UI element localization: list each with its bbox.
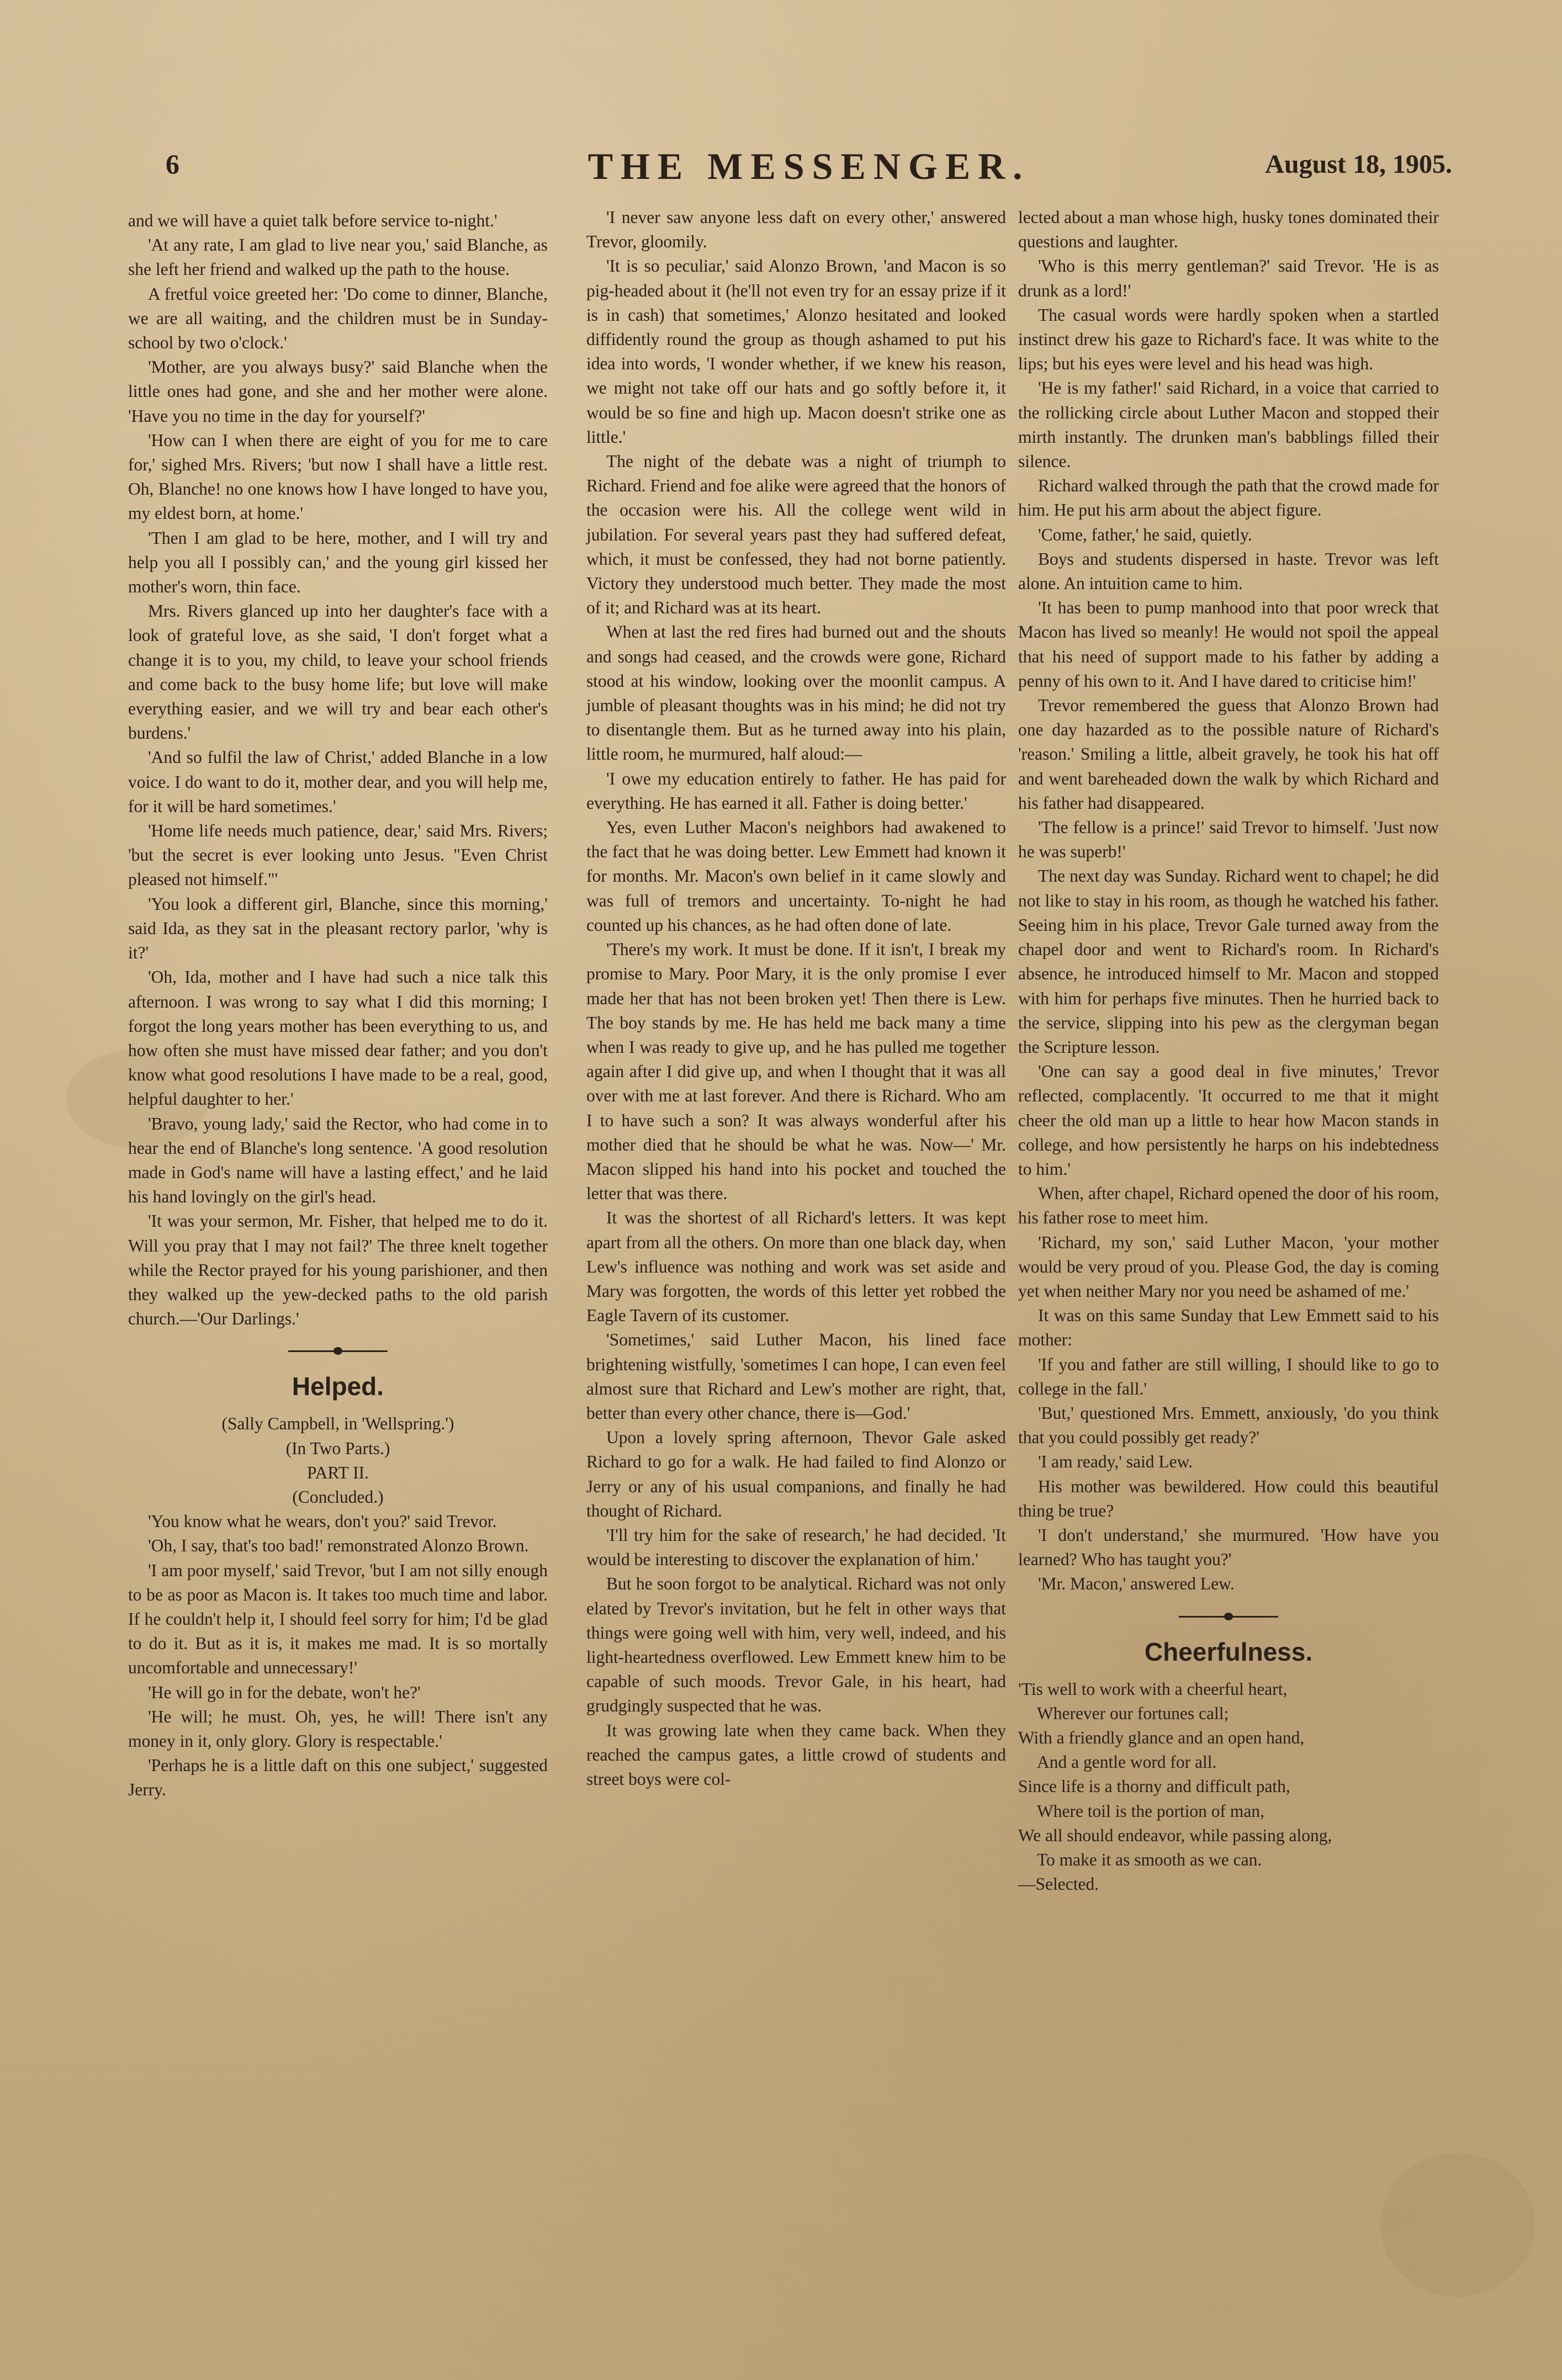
- paragraph: The next day was Sunday. Richard went to chapel; he did not like to stay in his room, as though he watched his father. Seeing him in his place, Trevor Gale turned away from the chapel door and went to Richard's room. In Richard's absence, he introduced himself to Mr. Macon and stopped with him for perhaps five minutes. Then he hurried back to the service, slipping into his pew as the clergyman began the Scripture lesson.: [1018, 866, 1439, 1057]
- paragraph: Upon a lovely spring afternoon, Thevor Gale asked Richard to go for a walk. He had failed to find Alonzo or Jerry or any of his usual companions, and finally he had thought of Richard.: [586, 1428, 1006, 1520]
- paragraph: 'Oh, Ida, mother and I have had such a nice talk this afternoon. I was wrong to say what I did this morning; I forgot the long years mother has been everything to us, and how often she must have missed dear father; and you don't know what good resolutions I have made to be a real, good, helpful daughter to her.': [128, 967, 548, 1109]
- paragraph: 'I owe my education entirely to father. He has paid for everything. He has earned it all. Father is doing better.': [586, 768, 1006, 813]
- poem-body: [1018, 1677, 1439, 1897]
- column-left: [128, 209, 548, 1803]
- paragraph: 'Who is this merry gentleman?' said Trevor. 'He is as drunk as a lord!': [1018, 256, 1439, 300]
- paragraph: Yes, even Luther Macon's neighbors had awakened to the fact that he was doing better. Lew Emmett had known it for months. Mr. Macon's own belief in it came slowly and was full of tremors and uncertainty. To-night he had counted up his chances, as he had often done of late.: [586, 818, 1006, 935]
- paragraph: When at last the red fires had burned out and the shouts and songs had ceased, and the crowds were gone, Richard stood at his window, looking over the moonlit campus. A jumble of pleasant thoughts was in his mind; he did not try to disentangle them. But as he turned away into his plain, little room, he murmured, half aloud:—: [586, 622, 1006, 764]
- poem-line: To make it as smooth as we can.: [1037, 1850, 1262, 1869]
- paragraph: It was growing late when they came back. When they reached the campus gates, a little crowd of students and street boys were col-: [586, 1720, 1006, 1789]
- paragraph: 'One can say a good deal in five minutes,' Trevor reflected, complacently. 'It occurred to me that it might cheer the old man up a little to hear how Macon stands in college, and how persistently he harps on his indebtedness to him.': [1018, 1062, 1439, 1179]
- paragraph: and we will have a quiet talk before service to-night.': [128, 211, 497, 230]
- paragraph: 'I am ready,' said Lew.: [1038, 1452, 1193, 1472]
- paragraph: 'He will; he must. Oh, yes, he will! There isn't any money in it, only glory. Glory is respectable.': [128, 1706, 548, 1751]
- paragraph: 'Then I am glad to be here, mother, and I will try and help you all I possibly can,' and the young girl kissed her mother's worn, thin face.: [128, 528, 548, 597]
- article-byline: (Sally Campbell, in 'Wellspring.'): [221, 1414, 454, 1434]
- paper-stain: [1380, 2153, 1535, 2297]
- paragraph: 'I never saw anyone less daft on every other,' answered Trevor, gloomily.: [586, 208, 1006, 252]
- paragraph: 'I don't understand,' she murmured. 'How have you learned? Who has taught you?': [1018, 1525, 1439, 1570]
- paragraph: 'Mother, are you always busy?' said Blanche when the little ones had gone, and she and her mother were alone. 'Have you no time in the day for yourself?': [128, 357, 548, 426]
- column-middle: [586, 205, 1006, 1791]
- paragraph: Richard walked through the path that the crowd made for him. He put his arm about the abject figure.: [1018, 476, 1439, 520]
- paragraph: 'But,' questioned Mrs. Emmett, anxiously, 'do you think that you could possibly get ready?': [1018, 1403, 1439, 1448]
- paragraph: It was on this same Sunday that Lew Emmett said to his mother:: [1018, 1306, 1439, 1350]
- paragraph: 'Perhaps he is a little daft on this one subject,' suggested Jerry.: [128, 1756, 548, 1800]
- poem-title: Cheerfulness.: [1144, 1637, 1313, 1666]
- section-divider: [288, 1344, 388, 1358]
- poem-line: Wherever our fortunes call;: [1037, 1703, 1229, 1723]
- section-divider: [1179, 1610, 1278, 1623]
- paragraph: 'He is my father!' said Richard, in a voice that carried to the rollicking circle about Luther Macon and stopped their mirth instantly. The drunken man's babblings filled their silence.: [1018, 378, 1439, 471]
- poem-line: 'Tis well to work with a cheerful heart,: [1018, 1679, 1288, 1699]
- paragraph: But he soon forgot to be analytical. Richard was not only elated by Trevor's invitation, but he felt in other ways that things were going well with him, very well, indeed, and his light-heartedness overflowed. Lew Emmett knew him to be capable of such moods. Trevor Gale, in his heart, had grudgingly suspected that he was.: [586, 1574, 1006, 1716]
- paragraph: When, after chapel, Richard opened the door of his room, his father rose to meet him.: [1018, 1184, 1439, 1228]
- paragraph: 'Mr. Macon,' answered Lew.: [1038, 1574, 1235, 1594]
- article-parts-note: (In Two Parts.): [285, 1438, 390, 1458]
- issue-date: August 18, 1905.: [1265, 150, 1452, 179]
- paragraph: The casual words were hardly spoken when a startled instinct drew his gaze to Richard's face. It was white to the lips; but his eyes were level and his head was high.: [1018, 305, 1439, 374]
- paragraph: Boys and students dispersed in haste. Trevor was left alone. An intuition came to him.: [1018, 549, 1439, 593]
- paragraph: 'Bravo, young lady,' said the Rector, who had come in to hear the end of Blanche's long sentence. 'A good resolution made in God's name will have a lasting effect,' and he laid his hand lovingly on the girl's head.: [128, 1114, 548, 1207]
- page-header: [166, 145, 1452, 194]
- poem-line: We all should endeavor, while passing along,: [1018, 1825, 1332, 1845]
- paragraph: 'It was your sermon, Mr. Fisher, that helped me to do it. Will you pray that I may not fail?' The three knelt together while the Rector prayed for his young parishioner, and then they walked up the yew-decked paths to the old parish church.—'Our Darlings.': [128, 1211, 548, 1329]
- paragraph: 'Richard, my son,' said Luther Macon, 'your mother would be very proud of you. Please God, the day is coming yet when neither Mary nor you need be ashamed of me.': [1018, 1232, 1439, 1301]
- paragraph: The night of the debate was a night of triumph to Richard. Friend and foe alike were agreed that the honors of the occasion were his. All the college went wild in jubilation. For several years past they had suffered defeat, which, it must be confessed, they had not borne patiently. Victory they understood much better. They made the most of it; and Richard was at its heart.: [586, 452, 1006, 618]
- paragraph: 'Come, father,' he said, quietly.: [1038, 524, 1252, 544]
- paragraph: 'You look a different girl, Blanche, since this morning,' said Ida, as they sat in the pleasant rectory parlor, 'why is it?': [128, 894, 548, 963]
- poem-line: And a gentle word for all.: [1037, 1752, 1217, 1772]
- paragraph: 'Home life needs much patience, dear,' said Mrs. Rivers; 'but the secret is ever looking unto Jesus. "Even Christ pleased not himself."': [128, 821, 548, 889]
- paragraph: His mother was bewildered. How could this beautiful thing be true?: [1018, 1476, 1439, 1520]
- paragraph: 'You know what he wears, don't you?' said Trevor.: [148, 1512, 497, 1531]
- paragraph: 'Oh, I say, that's too bad!' remonstrated Alonzo Brown.: [148, 1536, 529, 1556]
- paragraph: It was the shortest of all Richard's letters. It was kept apart from all the others. On more than one black day, when Lew's influence was nothing and work was set aside and Mary was forgotten, the words of this letter yet robbed the Eagle Tavern of its customer.: [586, 1208, 1006, 1326]
- article-title-helped: Helped.: [292, 1372, 384, 1401]
- paragraph: 'And so fulfil the law of Christ,' added Blanche in a low voice. I do want to do it, mother dear, and you will help me, for it will be hard sometimes.': [128, 748, 548, 816]
- article-part-number: PART II.: [307, 1462, 369, 1482]
- poem-attribution: —Selected.: [1018, 1874, 1099, 1894]
- paragraph: 'At any rate, I am glad to live near you,' said Blanche, as she left her friend and walked up the path to the house.: [128, 235, 548, 279]
- paragraph: Mrs. Rivers glanced up into her daughter's face with a look of grateful love, as she said, 'I don't forget what a change it is to you, my child, to leave your school friends and come back to the busy home life; but love will make everything easier, and we will try and bear each other's burdens.': [128, 601, 548, 743]
- page-number: 6: [166, 149, 179, 179]
- paragraph: 'It has been to pump manhood into that poor wreck that Macon has lived so meanly! He would not spoil the appeal that his need of support made to his father by adding a penny of his own to it. And I have dared to criticise him!': [1018, 598, 1439, 691]
- paragraph: 'I'll try him for the sake of research,' he had decided. 'It would be interesting to discover the explanation of him.': [586, 1525, 1006, 1570]
- column-right: [1018, 205, 1439, 1896]
- paragraph: 'I am poor myself,' said Trevor, 'but I am not silly enough to be as poor as Macon is. It takes too much time and labor. If he couldn't help it, I should feel sorry for him; I'd be glad to do it. But as it is, it makes me mad. It is so mortally uncomfortable and unnecessary!': [128, 1560, 548, 1678]
- masthead-title: THE MESSENGER.: [587, 145, 1030, 187]
- paragraph: Trevor remembered the guess that Alonzo Brown had one day hazarded as to the possible nature of Richard's 'reason.' Smiling a little, albeit gravely, he took his hat off and went bareheaded down the walk by which Richard and his father had disappeared.: [1018, 696, 1439, 813]
- paragraph: A fretful voice greeted her: 'Do come to dinner, Blanche, we are all waiting, and the children must be in Sunday-school by two o'clock.': [128, 284, 548, 353]
- paragraph: 'There's my work. It must be done. If it isn't, I break my promise to Mary. Poor Mary, it is the only promise I ever made her that has not been broken yet! Then there is Lew. The boy stands by me. He has held me back many a time when I was ready to give up, and he has pulled me together again after I did give up, and when I thought that it was all over with me at last forever. And there is Richard. Who am I to have such a son? It was always wonderful after his mother died that he should be what he was. Now—' Mr. Macon slipped his hand into his pocket and touched the letter that was there.: [586, 940, 1006, 1204]
- poem-line: Where toil is the portion of man,: [1037, 1801, 1265, 1821]
- article-concluded-note: (Concluded.): [292, 1487, 384, 1507]
- paragraph: lected about a man whose high, husky tones dominated their questions and laughter.: [1018, 208, 1439, 252]
- paragraph: 'It is so peculiar,' said Alonzo Brown, 'and Macon is so pig-headed about it (he'll not even try for an essay prize if it is in cash) that sometimes,' Alonzo hesitated and looked diffidently round the group as though ashamed to put his idea into words, 'I wonder whether, if we knew his reason, we might not take off our hats and go softly before it, it would be so fine and high up. Macon doesn't strike one as little.': [586, 256, 1006, 447]
- paragraph: 'He will go in for the debate, won't he?': [148, 1682, 421, 1702]
- poem-line: Since life is a thorny and difficult path,: [1018, 1777, 1290, 1796]
- paragraph: 'Sometimes,' said Luther Macon, his lined face brightening wistfully, 'sometimes I can hope, I can even feel almost sure that Richard and Lew's mother are right, that, better than every other chance, there is—God.': [586, 1330, 1006, 1423]
- paragraph: 'How can I when there are eight of you for me to care for,' sighed Mrs. Rivers; 'but now I shall have a little rest. Oh, Blanche! no one knows how I have longed to have you, my eldest born, at home.': [128, 430, 548, 523]
- paragraph: 'The fellow is a prince!' said Trevor to himself. 'Just now he was superb!': [1018, 818, 1439, 862]
- poem-line: With a friendly glance and an open hand,: [1018, 1727, 1305, 1747]
- paragraph: 'If you and father are still willing, I should like to go to college in the fall.': [1018, 1354, 1439, 1398]
